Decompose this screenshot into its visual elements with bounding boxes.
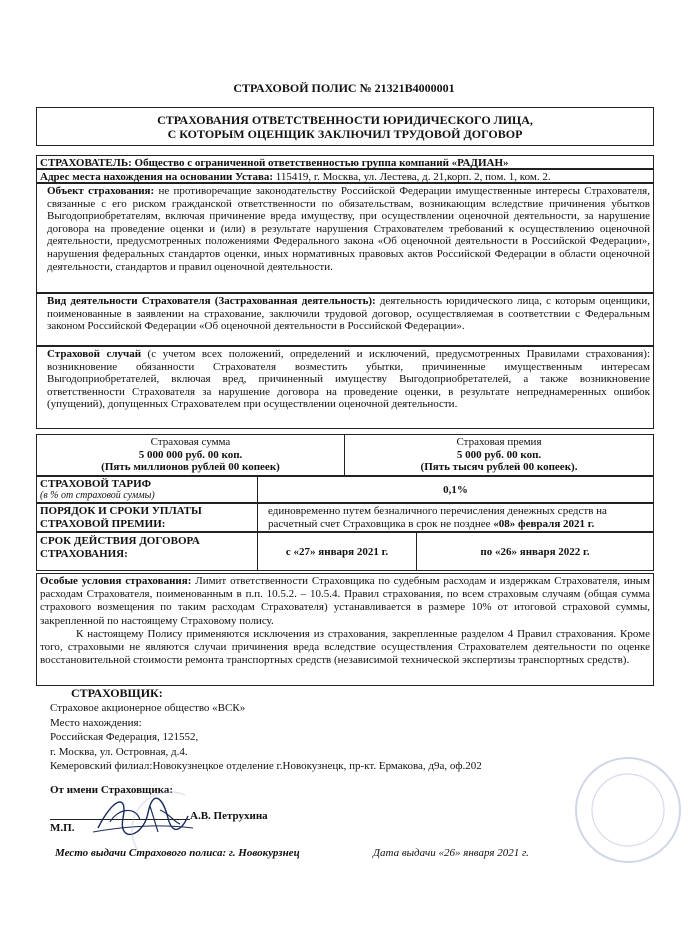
tariff-value: 0,1% [257,476,654,503]
special-text-2: К настоящему Полису применяются исключения из страхования, закрепленные разделом 4 Правил страхования. Кроме того, страховыми не являются случаи причинения вреда вследствие осуществления Страхователем деятельности по оценке восстановительной стоимости ремонта транспортных средств (независимой технической экспертизы транспортных средств). [40,627,650,667]
premium-words: (Пять тысяч рублей 00 копеек). [420,461,578,473]
payment-text: единовременно путем безналичного перечисления денежных средств на расчетный счет Страховщика в срок не позднее [268,505,607,530]
address-label: Адрес места нахождения на основании Устава: [40,171,274,183]
insurer-block [50,701,482,774]
payment-text-cell [257,503,654,532]
tariff-sublabel: (в % от страховой суммы) [40,490,155,501]
payment-label-2: СТРАХОВОЙ ПРЕМИИ: [40,517,166,530]
payment-label-1: ПОРЯДОК И СРОКИ УПЛАТЫ [40,505,202,517]
special-label: Особые условия страхования: [40,575,192,587]
insured-name: Общество с ограниченной ответственностью группа компаний «РАДИАН» [131,157,509,169]
sum-words: (Пять миллионов рублей 00 копеек) [101,461,280,473]
payment-label-cell [36,503,258,532]
insured-row [36,155,654,169]
address-value: 115419, г. Москва, ул. Лестева, д. 21,корп. 2, пом. 1, ком. 2. [273,171,551,183]
premium-cell [344,434,654,476]
stamp-seal [558,755,688,865]
issue-place: Место выдачи Страхового полиса: г. Новокурзнец [55,847,300,859]
policy-heading [36,107,654,146]
insurer-line: г. Москва, ул. Островная, д.4. [50,745,188,758]
term-label-cell [36,532,258,571]
insurer-line: Российская Федерация, 121552, [50,731,199,744]
mp-label: М.П. [50,822,75,834]
insurer-line: Кемеровский филиал:Новокузнецкое отделение г.Новокузнецк, пр-кт. Ермакова, д9а, оф.202 [50,760,482,773]
heading-line-1: СТРАХОВАНИЯ ОТВЕТСТВЕННОСТИ ЮРИДИЧЕСКОГО ЛИЦА, [157,113,533,127]
case-label: Страховой случай [47,348,142,360]
term-label-1: СРОК ДЕЙСТВИЯ ДОГОВОРА [40,535,200,547]
heading-line-2: С КОТОРЫМ ОЦЕНЩИК ЗАКЛЮЧИЛ ТРУДОВОЙ ДОГОВОР [167,127,523,141]
signatory-name: А.В. Петрухина [190,810,268,822]
sum-amount: 5 000 000 руб. 00 коп. [138,448,243,461]
premium-header: Страховая премия [456,436,542,448]
activity-label: Вид деятельности Страхователя (Застрахованная деятельность): [47,295,376,307]
sum-cell [36,434,345,476]
tariff-label-cell [36,476,258,503]
issue-date: Дата выдачи «26» января 2021 г. [373,847,529,859]
object-section [36,183,654,293]
insured-address-row [36,169,654,183]
premium-amount: 5 000 руб. 00 коп. [456,448,542,461]
activity-text: деятельность юридического лица, с которым оценщики, поименованные в заявлении на страхование, заключили трудовой договор, осуществляемая в соответствии с Федеральным законом Российской Федерации «Об оценочной деятельности в Российской Федерации». [47,295,650,333]
sum-header: Страховая сумма [150,436,231,448]
object-label: Объект страхования: [47,185,155,197]
object-text: не противоречащие законодательству Российской Федерации имущественные интересы Страхователя, связанные с его риском гражданской ответственности по обязательствам, возникающим вследствие причинения убытков Выгодоприобретателям, включая причинение вреда имуществу, при осуществлении оценочной деятельности, за нарушение договора на проведение оценки и (или) в результате нарушения Страхователем требований к осуществлению оценочной деятельности, предусмотренных положениями Федерального закона «Об оценочной деятельности в Российской Федерации», нарушения федеральных стандартов оценки, иных нормативных правовых актов Российской Федерации в области оценочной деятельности, стандартов и правил оценочной деятельности. [47,185,650,273]
insured-label: СТРАХОВАТЕЛЬ: [40,157,132,169]
term-from: с «27» января 2021 г. [257,532,417,571]
insurer-line: Страховое акционерное общество «ВСК» [50,702,246,714]
insurer-label: СТРАХОВЩИК: [71,686,163,700]
stamp-overlay [95,790,185,850]
special-conditions [36,573,654,686]
special-text-1: Лимит ответственности Страховщика по судебным расходам и издержкам Страхователя, иным расходам Страхователя, поименованным в п.п. 10.5.2. – 10.5.4. Правил страхования, по всем страховым случаям (общая сумма страхового возмещения по таким расходам Страхователя) устанавливается в размере 10% от итоговой страховой суммы, закрепленной по настоящему Страховому полису. [40,575,650,627]
activity-section [36,293,654,346]
payment-deadline: «08» февраля 2021 г. [493,517,595,530]
case-text: (с учетом всех положений, определений и исключений, предусмотренных Правилами страхования): возникновение обязанности Страхователя возместить убытки, причиненные имущественным интересам Выгодоприобретателей, включая вред, причиненный имуществу Выгодоприобретателей, а также возникновение ответственности Страхователя за нарушение договора на проведение оценки, в результате непреднамеренных ошибок (упущений), допущенных Страхователем при осуществлении оценочной деятельности. [47,348,651,411]
term-to: по «26» января 2022 г. [416,532,654,571]
insurer-line: Место нахождения: [50,716,142,729]
tariff-label: СТРАХОВОЙ ТАРИФ [40,478,152,490]
on-behalf-label: От имени Страховщика: [50,784,174,796]
case-section [36,346,654,429]
policy-title: СТРАХОВОЙ ПОЛИС № 21321B4000001 [233,81,455,95]
term-label-2: СТРАХОВАНИЯ: [40,547,128,560]
